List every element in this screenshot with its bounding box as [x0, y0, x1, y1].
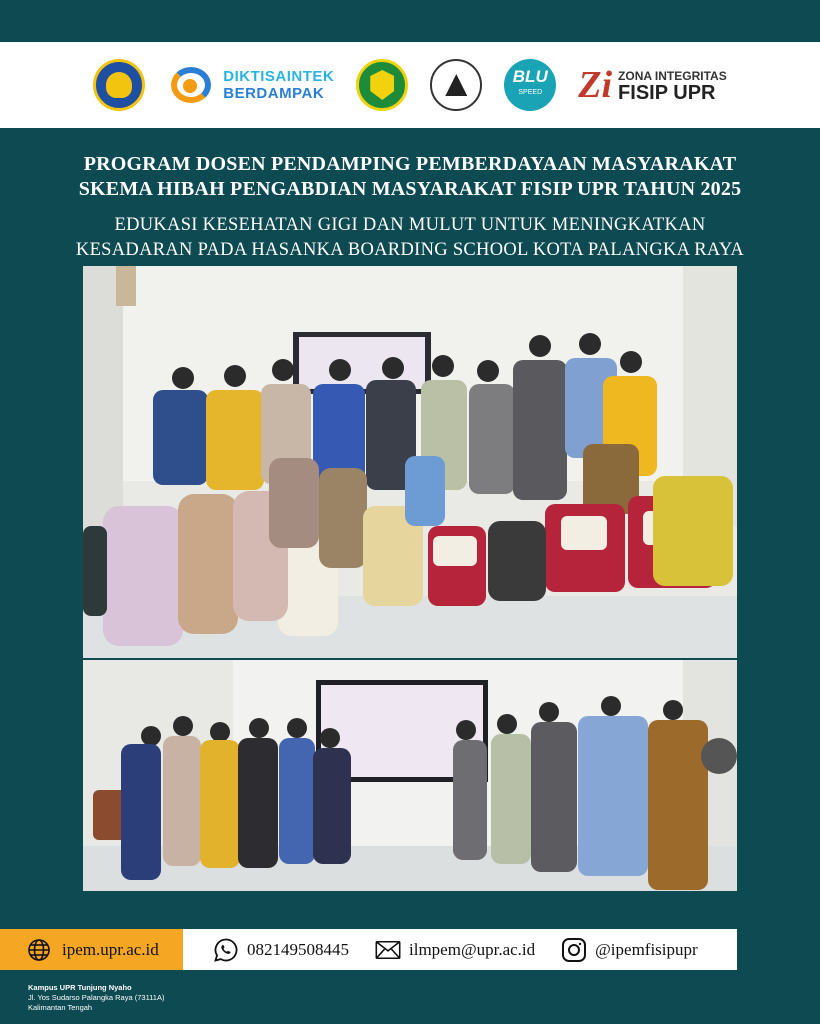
upr-logo — [356, 59, 408, 111]
address-line-3: Kalimantan Tengah — [28, 1003, 93, 1012]
address-line-2: Jl. Yos Sudarso Palangka Raya (73111A) — [28, 993, 165, 1002]
blu-logo-text: BLU — [512, 67, 548, 86]
ipem-logo — [430, 59, 482, 111]
logo-bar — [0, 42, 820, 128]
group-photo-lecturers — [83, 660, 737, 891]
kemdikbud-logo — [93, 59, 145, 111]
instagram-contact — [561, 937, 698, 963]
title-block — [0, 152, 820, 263]
zi-mark: Zi — [578, 64, 613, 106]
phone-number[interactable]: 082149508445 — [247, 939, 349, 959]
group-photo-children — [83, 266, 737, 658]
contact-bar — [0, 929, 737, 970]
activity-title-line-2: KESADARAN PADA HASANKA BOARDING SCHOOL KOTA PALANGKA RAYA — [75, 240, 745, 260]
zi-logo-text-2: FISIP UPR — [618, 82, 716, 104]
program-title-line-1: PROGRAM DOSEN PENDAMPING PEMBERDAYAAN MASYARAKAT — [83, 153, 737, 175]
instagram-handle[interactable]: @ipemfisipupr — [595, 939, 698, 959]
blu-logo-subtext: SPEED — [518, 89, 543, 96]
blu-logo — [504, 59, 556, 111]
program-title-line-2: SKEMA HIBAH PENGABDIAN MASYARAKAT FISIP UPR TAHUN 2025 — [78, 178, 742, 200]
mail-icon — [375, 937, 401, 963]
dikti-logo-text-2: BERDAMPAK — [223, 85, 325, 102]
whatsapp-icon — [213, 937, 239, 963]
email-address[interactable]: ilmpem@upr.ac.id — [409, 939, 536, 959]
zi-logo-text-1: ZONA INTEGRITAS — [618, 69, 727, 83]
globe-icon — [26, 937, 52, 963]
campus-address — [28, 983, 164, 1013]
zona-integritas-logo — [578, 66, 726, 104]
email-contact — [375, 937, 535, 963]
instagram-icon — [561, 937, 587, 963]
address-line-1: Kampus UPR Tunjung Nyaho — [28, 983, 132, 992]
website-link[interactable]: ipem.upr.ac.id — [62, 939, 159, 959]
activity-title-line-1: EDUKASI KESEHATAN GIGI DAN MULUT UNTUK MENINGKATKAN — [114, 215, 706, 235]
phone-contact — [213, 937, 349, 963]
website-block — [0, 929, 183, 970]
diktisaintek-logo — [167, 61, 334, 109]
dikti-logo-text-1: DIKTISAINTEK — [223, 68, 335, 85]
